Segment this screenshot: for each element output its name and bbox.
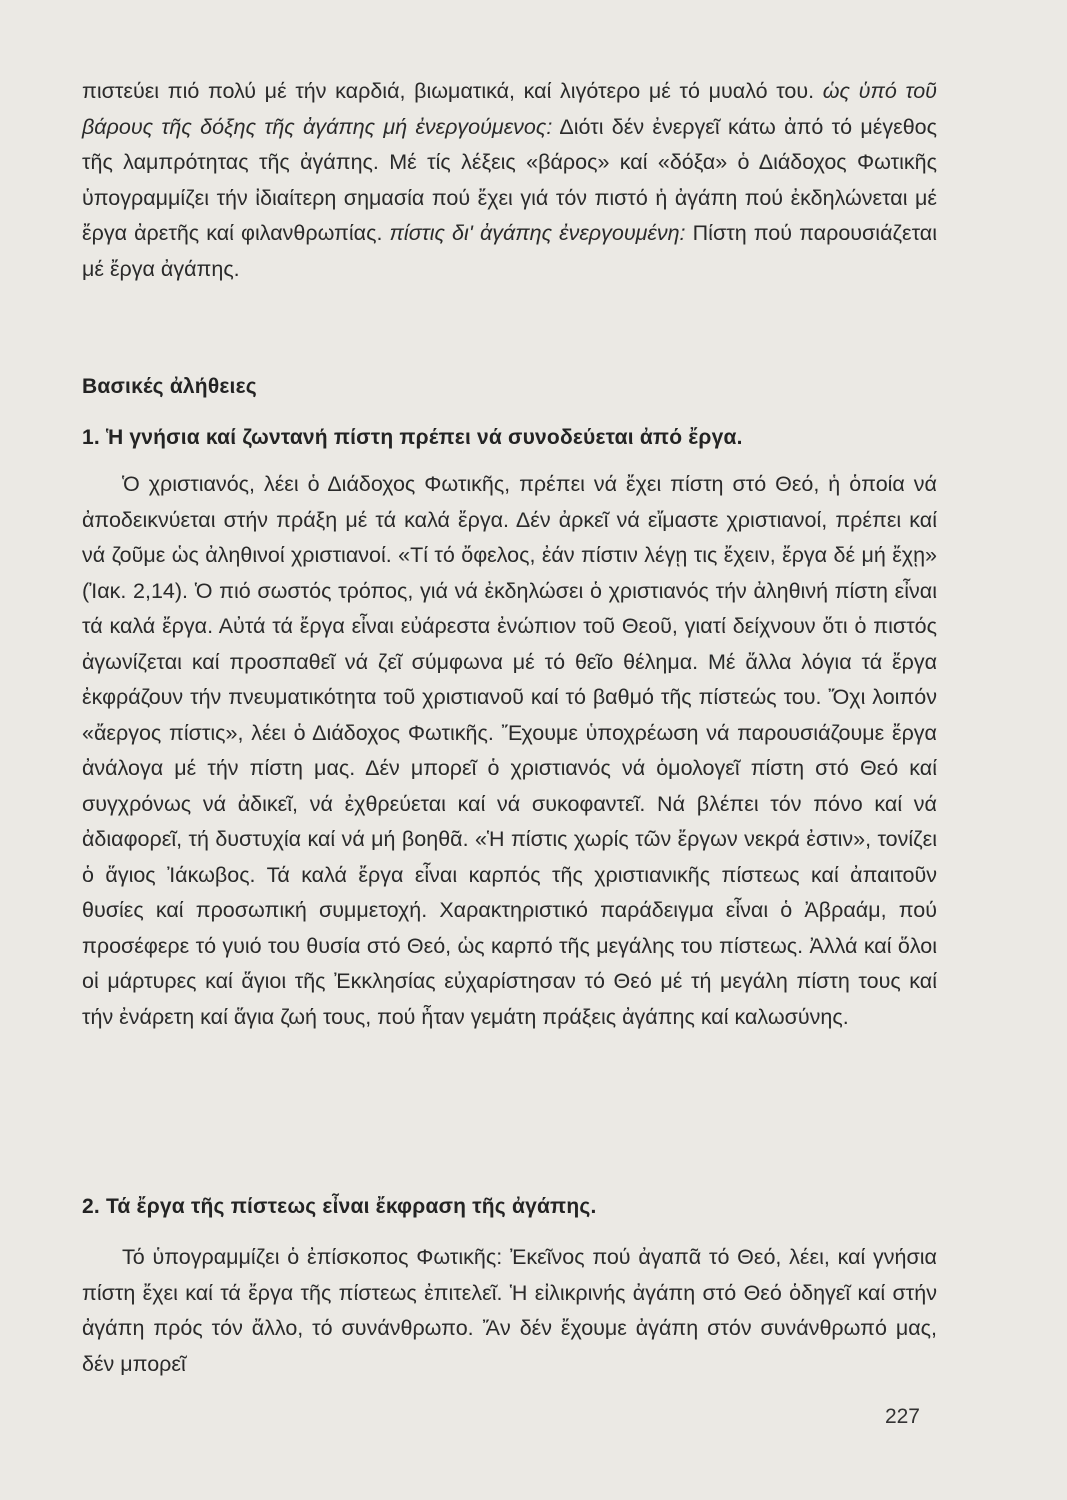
point-2-text: Τό ὑπογραμμίζει ὁ ἐπίσκοπος Φωτικῆς: Ἐκεῖνος πού ἀγαπᾶ τό Θεό, λέει, καί γνήσια πίστη ἔχει καί τά ἔργα τῆς πίστεως ἐπιτελεῖ. Ἡ εἰλικρινής ἀγάπη στό Θεό ὁδηγεῖ καί στήν ἀγάπη πρός τόν ἄλλο, τό συνάνθρωπο. Ἄν δέν ἔχουμε ἀγάπη στόν συνάνθρωπό μας, δέν μπορεῖ — [82, 1245, 937, 1376]
point-2-heading: 2. Τά ἔργα τῆς πίστεως εἶναι ἔκφραση τῆς ἀγάπης. — [82, 1195, 597, 1218]
intro-text-1: πιστεύει πιό πολύ μέ τήν καρδιά, βιωματικά, καί λιγότερο μέ τό μυαλό του. — [82, 79, 815, 103]
point-1-heading: 1. Ἡ γνήσια καί ζωντανή πίστη πρέπει νά συνοδεύεται ἀπό ἔργα. — [82, 426, 743, 449]
section-title: Βασικές ἀλήθειες — [82, 375, 257, 398]
page-number: 227 — [884, 1405, 920, 1428]
intro-quote-1: ὡς ὑπό τοῦ βάρους τῆς δόξης τῆς ἀγάπης μή ἐνεργούμενος: — [82, 79, 938, 139]
point-2-paragraph — [82, 1240, 937, 1382]
intro-text-3: Πίστη πού παρουσιάζεται μέ ἔργα ἀγάπης. — [82, 221, 937, 281]
point-1-text: Ὁ χριστιανός, λέει ὁ Διάδοχος Φωτικῆς, πρέπει νά ἔχει πίστη στό Θεό, ἡ ὁποία νά ἀποδεικνύεται στήν πράξη μέ τά καλά ἔργα. Δέν ἀρκεῖ νά εἴμαστε χριστιανοί, πρέπει καί νά ζοῦμε ὡς ἀληθινοί χριστιανοί. «Τί τό ὄφελος, ἐάν πίστιν λέγῃ τις ἔχειν, ἔργα δέ μή ἔχῃ» (Ἰακ. 2,14). Ὁ πιό σωστός τρόπος, γιά νά ἐκδηλώσει ὁ χριστιανός τήν ἀληθινή πίστη εἶναι τά καλά ἔργα. Αὐτά τά ἔργα εἶναι εὐάρεστα ἐνώπιον τοῦ Θεοῦ, γιατί δείχνουν ὅτι ὁ πιστός ἀγωνίζεται καί προσπαθεῖ νά ζεῖ σύμφωνα μέ τό θεῖο θέλημα. Μέ ἄλλα λόγια τά ἔργα ἐκφράζουν τήν πνευματικότητα τοῦ χριστιανοῦ καί τό βαθμό τῆς πίστεώς του. Ὄχι λοιπόν «ἄεργος πίστις», λέει ὁ Διάδοχος Φωτικῆς. Ἔχουμε ὑποχρέωση νά παρουσιάζουμε ἔργα ἀνάλογα μέ τήν πίστη μας. Δέν μπορεῖ ὁ χριστιανός νά ὁμολογεῖ πίστη στό Θεό καί συγχρόνως νά ἀδικεῖ, νά ἐχθρεύεται καί νά συκοφαντεῖ. Νά βλέπει τόν πόνο καί νά ἀδιαφορεῖ, τή δυστυχία καί νά μή βοηθᾶ. «Ἡ πίστις χωρίς τῶν ἔργων νεκρά ἐστιν», τονίζει ὁ ἅγιος Ἰάκωβος. Τά καλά ἔργα εἶναι καρπός τῆς χριστιανικῆς πίστεως καί ἀπαιτοῦν θυσίες καί προσωπική συμμετοχή. Χαρακτηριστικό παράδειγμα εἶναι ὁ Ἀβραάμ, πού προσέφερε τό γυιό του θυσία στό Θεό, ὡς καρπό τῆς μεγάλης του πίστεως. Ἀλλά καί ὅλοι οἱ μάρτυρες καί ἅγιοι τῆς Ἐκκλησίας εὐχαρίστησαν τό Θεό μέ τή μεγάλη πίστη τους καί τήν ἐνάρετη καί ἅγια ζωή τους, πού ἦταν γεμάτη πράξεις ἀγάπης καί καλωσύνης. — [82, 472, 937, 1029]
point-1-paragraph — [82, 467, 937, 1035]
intro-text-2: Διότι δέν ἐνεργεῖ κάτω ἀπό τό μέγεθος τῆς λαμπρότητας τῆς ἀγάπης. Μέ τίς λέξεις «βάρος» καί «δόξα» ὁ Διάδοχος Φωτικῆς ὑπογραμμίζει τήν ἰδιαίτερη σημασία πού ἔχει γιά τόν πιστό ἡ ἀγάπη πού ἐκδηλώνεται μέ ἔργα ἀρετῆς καί φιλανθρωπίας. — [82, 114, 937, 245]
intro-paragraph — [82, 74, 937, 287]
intro-quote-2: πίστις δι' ἀγάπης ἐνεργουμένη: — [389, 221, 686, 245]
